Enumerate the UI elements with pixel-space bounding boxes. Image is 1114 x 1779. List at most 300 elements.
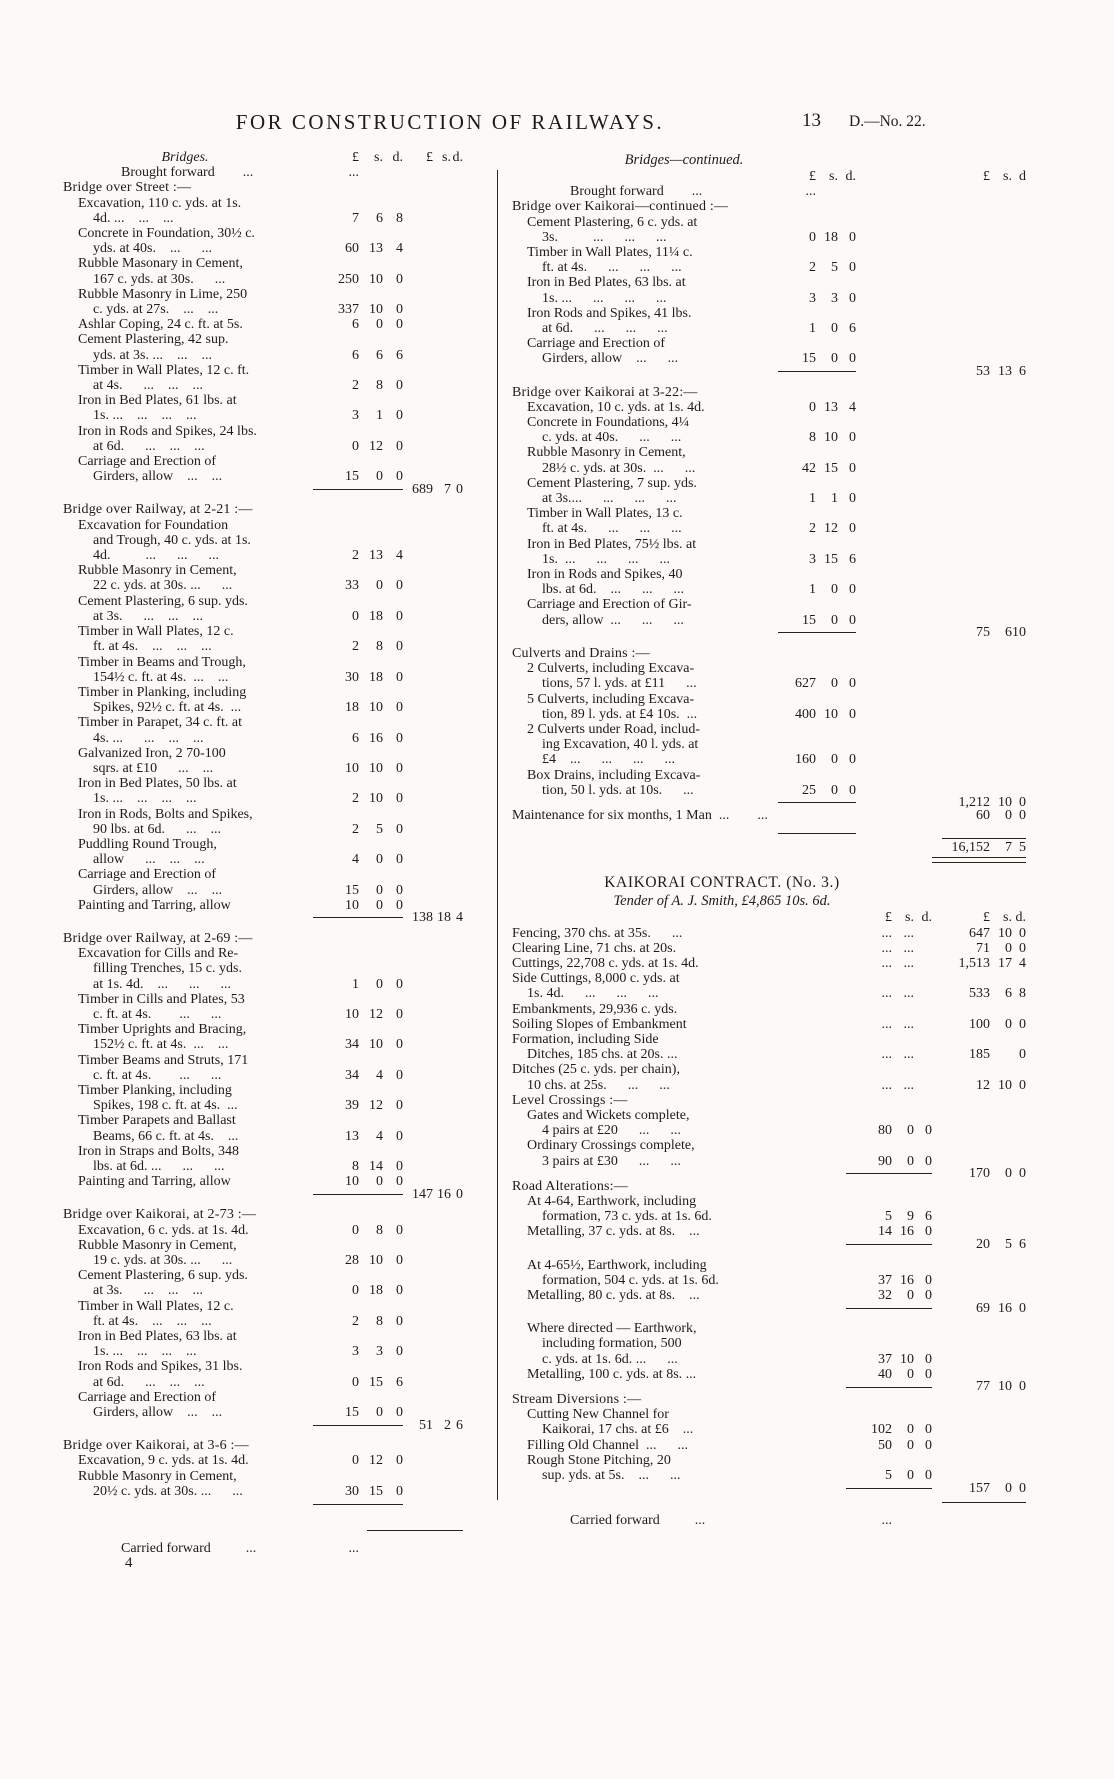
- text-line: 1s. 4d. ... ... ...: [527, 986, 659, 1002]
- amount-group: [313, 883, 403, 898]
- amount-cell: 0: [396, 608, 403, 624]
- amount-cell: 12: [976, 1077, 990, 1093]
- amount-cell: 16: [437, 1186, 451, 1202]
- item-description: [63, 1083, 307, 1113]
- amount-cell: 0: [925, 1366, 932, 1382]
- amount-cell: 0: [849, 229, 856, 245]
- text-line: Formation, including Side: [512, 1031, 659, 1047]
- item-description: [63, 226, 307, 256]
- ledger-row: [512, 956, 1026, 971]
- item-description: [63, 1469, 307, 1499]
- amount-group: [942, 838, 1026, 855]
- text-line: Rubble Masonry in Cement,: [527, 445, 686, 461]
- item-description: [63, 196, 307, 226]
- section-heading: [63, 180, 463, 195]
- amount-cell: 0: [396, 669, 403, 685]
- item-description: [512, 506, 774, 536]
- subtotal-line: [778, 833, 856, 834]
- amount-cell: 51: [419, 1417, 433, 1433]
- amount-cell: 0: [849, 752, 856, 768]
- item-description: [63, 363, 307, 393]
- amount-cell: 0: [907, 1123, 914, 1139]
- amount-cell: 15: [802, 351, 816, 367]
- amount-group: [778, 184, 856, 199]
- amount-cell: 0: [396, 882, 403, 898]
- column-divider: [497, 170, 498, 1500]
- subtotal-line: [313, 1425, 403, 1426]
- amount-cell: 34: [345, 1037, 359, 1053]
- amount-group: [846, 956, 932, 971]
- text-line: 3s. ... ... ...: [542, 229, 667, 245]
- text-line: Bridge over Railway, at 2-21 :—: [63, 502, 253, 518]
- amount-cell: 18: [437, 910, 451, 926]
- item-description: [63, 898, 307, 913]
- amount-cell: 15: [824, 460, 838, 476]
- amount-group: [313, 1253, 403, 1268]
- amount-group: [313, 670, 403, 685]
- ledger-row: [63, 746, 463, 776]
- text-line: Ordinary Crossings complete,: [527, 1138, 695, 1154]
- amount-cell: 4: [376, 1067, 383, 1083]
- amount-cell: 53: [976, 364, 990, 380]
- section-heading: [63, 502, 463, 517]
- text-line: Cement Plastering, 42 sup.: [78, 332, 229, 348]
- amount-cell: 18: [345, 700, 359, 716]
- amount-cell: 0: [396, 639, 403, 655]
- text-line: Timber in Parapet, 34 c. ft. at: [78, 715, 242, 731]
- amount-cell: 0: [1005, 1480, 1012, 1496]
- amount-cell: 0: [849, 782, 856, 798]
- text-line: formation, 73 c. yds. at 1s. 6d.: [542, 1209, 712, 1225]
- text-line: ft. at 4s. ... ... ...: [542, 521, 682, 537]
- text-line: Filling Old Channel ... ...: [527, 1437, 688, 1453]
- item-description: [512, 768, 774, 798]
- amount-cell: 8: [352, 1159, 359, 1174]
- amount-group: [778, 430, 856, 445]
- amount-cell: 0: [831, 351, 838, 367]
- item-description: [512, 971, 790, 1001]
- item-description: [512, 1062, 790, 1092]
- text-line: allow ... ... ...: [93, 852, 205, 868]
- amount-group: [846, 910, 932, 925]
- ledger-row: [63, 1268, 463, 1298]
- amount-cell: 0: [376, 578, 383, 594]
- ledger-row: [63, 655, 463, 685]
- amount-cell: 0: [396, 1313, 403, 1329]
- ledger-row: [63, 317, 463, 332]
- ledger-row: [512, 537, 1026, 567]
- amount-cell: 4: [396, 548, 403, 564]
- ledger-row: [63, 518, 463, 564]
- item-description: [63, 180, 307, 195]
- amount-cell: 16: [369, 730, 383, 746]
- amount-cell: 37: [878, 1351, 892, 1367]
- ledger-row: [63, 776, 463, 806]
- text-line: c. yds. at 40s. ... ...: [542, 430, 682, 446]
- item-description: [63, 1329, 307, 1359]
- amount-cell: 0: [396, 976, 403, 992]
- item-description: [512, 1093, 790, 1108]
- item-description: [63, 424, 307, 454]
- amount-group: [846, 926, 932, 941]
- amount-cell: £: [983, 169, 990, 184]
- amount-cell: 10: [900, 1351, 914, 1367]
- amount-group: [846, 1438, 932, 1453]
- amount-cell: 5: [885, 1468, 892, 1484]
- amount-cell: 0: [1019, 1047, 1026, 1063]
- amount-cell: 627: [795, 676, 816, 692]
- text-line: 4s. ... ... ... ...: [93, 730, 204, 746]
- amount-group: [313, 408, 403, 423]
- text-line: at 4s. ... ... ...: [93, 378, 204, 394]
- item-description: [63, 1299, 307, 1329]
- text-line: Metalling, 100 c. yds. at 8s. ...: [527, 1366, 697, 1382]
- text-line: At 4-65½, Earthwork, including: [527, 1257, 707, 1273]
- section-heading: [512, 199, 1026, 214]
- amount-cell: 0: [907, 1366, 914, 1382]
- subtotal-rule: [512, 364, 1026, 380]
- amount-cell: 0: [396, 730, 403, 746]
- amount-cell: 0: [907, 1468, 914, 1484]
- amount-cell: 18: [369, 608, 383, 624]
- item-description: [512, 385, 774, 400]
- text-line: Spikes, 198 c. ft. at 4s. ...: [93, 1098, 238, 1114]
- amount-cell: 3: [352, 1344, 359, 1360]
- amount-cell: 60: [976, 807, 990, 823]
- text-line: Rough Stone Pitching, 20: [527, 1452, 671, 1468]
- ledger-row: [512, 1258, 1026, 1288]
- amount-cell: 7: [1005, 840, 1012, 856]
- ledger-row: [63, 256, 463, 286]
- amount-group: [313, 1405, 403, 1420]
- item-description: [512, 1513, 790, 1528]
- amount-cell: 42: [802, 460, 816, 476]
- amount-group: [313, 791, 403, 806]
- amount-cell: 10: [369, 1037, 383, 1053]
- amount-cell: 0: [396, 1222, 403, 1238]
- left-column: [63, 150, 463, 1571]
- amount-cell: 0: [396, 1128, 403, 1144]
- amount-cell: 10: [824, 706, 838, 722]
- text-line: filling Trenches, 15 c. yds.: [93, 961, 242, 977]
- ledger-row: [63, 1238, 463, 1268]
- amount-cell: 0: [1019, 807, 1026, 823]
- item-description: [63, 1541, 307, 1556]
- amount-cell: 0: [925, 1272, 932, 1288]
- gap: [63, 1509, 463, 1525]
- amount-cell: 13: [824, 399, 838, 415]
- amount-cell: 0: [831, 676, 838, 692]
- carry-rule: [63, 1525, 463, 1535]
- item-description: [512, 1438, 790, 1453]
- text-line: Timber in Cills and Plates, 53: [78, 991, 245, 1007]
- amount-cell: d.: [392, 150, 403, 165]
- ledger-row: [512, 1002, 1026, 1017]
- text-line: ders, allow ... ... ...: [542, 612, 684, 628]
- item-description: [63, 931, 307, 946]
- item-description: [63, 807, 307, 837]
- text-line: lbs. at 6d. ... ... ...: [93, 1159, 225, 1174]
- amount-group: [846, 1047, 932, 1062]
- amount-group: [313, 272, 403, 287]
- ledger-row: [512, 275, 1026, 305]
- amount-group: [846, 1078, 932, 1093]
- amount-group: [778, 552, 856, 567]
- amount-group: [778, 707, 856, 722]
- amount-cell: 0: [849, 460, 856, 476]
- amount-cell: 30: [345, 669, 359, 685]
- amount-group: [313, 1344, 403, 1359]
- ledger-row: [512, 722, 1026, 768]
- amount-cell: 0: [831, 782, 838, 798]
- amount-cell: 0: [1019, 1077, 1026, 1093]
- text-line: Iron in Bed Plates, 50 lbs. at: [78, 776, 237, 792]
- item-description: [63, 624, 307, 654]
- amount-cell: 0: [376, 1174, 383, 1190]
- amount-cell: 0: [352, 438, 359, 454]
- amount-group: [942, 1078, 1026, 1093]
- amount-cell: 0: [849, 706, 856, 722]
- ledger-row: [63, 287, 463, 317]
- text-line: Bridge over Street :—: [63, 180, 192, 196]
- text-line: 4d. ... ... ...: [93, 548, 219, 564]
- item-description: [63, 1238, 307, 1268]
- amount-cell: 15: [345, 882, 359, 898]
- amount-group: [778, 230, 856, 245]
- ledger-row: [512, 445, 1026, 475]
- text-line: 1s. ... ... ... ...: [542, 551, 670, 567]
- text-line: Girders, allow ... ...: [93, 469, 223, 485]
- amount-cell: d.: [845, 169, 856, 184]
- amount-cell: 6: [1005, 986, 1012, 1002]
- amount-cell: 0: [376, 469, 383, 485]
- ledger-row: [63, 332, 463, 362]
- ledger-row: [63, 1083, 463, 1113]
- text-line: Timber in Beams and Trough,: [78, 654, 246, 670]
- amount-cell: 6: [1019, 364, 1026, 380]
- subtotal-line: [313, 917, 403, 918]
- amount-cell: 0: [376, 897, 383, 913]
- item-description: [512, 1224, 790, 1239]
- amount-group: [403, 1418, 463, 1433]
- text-line: and Trough, 40 c. yds. at 1s.: [93, 532, 251, 548]
- ledger-row: [63, 1053, 463, 1083]
- amount-cell: 0: [396, 1006, 403, 1022]
- text-line: Excavation, 9 c. yds. at 1s. 4d.: [78, 1453, 249, 1469]
- item-description: [512, 1032, 790, 1062]
- subtotal-rule: [63, 481, 463, 497]
- item-description: [63, 715, 307, 745]
- ledger-row: [63, 1390, 463, 1420]
- amount-cell: 90: [878, 1153, 892, 1169]
- amount-cell: 8: [376, 639, 383, 655]
- amount-cell: s.: [374, 150, 383, 165]
- item-description: [512, 941, 790, 956]
- amount-cell: 0: [396, 1159, 403, 1174]
- subtotal-rule: [512, 1300, 1026, 1316]
- amount-cell: ...: [805, 184, 816, 200]
- amount-cell: 2: [352, 821, 359, 837]
- amount-cell: 6: [396, 347, 403, 363]
- item-description: [63, 1438, 307, 1453]
- item-description: [512, 1288, 790, 1303]
- text-line: at 6d. ... ... ...: [93, 438, 205, 454]
- amount-cell: 0: [396, 408, 403, 424]
- ledger-row: [63, 624, 463, 654]
- ledger-row: [63, 1299, 463, 1329]
- amount-cell: 10: [345, 897, 359, 913]
- text-line: 3 pairs at £30 ... ...: [542, 1153, 681, 1169]
- amount-cell: 0: [907, 1153, 914, 1169]
- amount-cell: 13: [345, 1128, 359, 1144]
- text-line: Carriage and Erection of Gir-: [527, 597, 692, 613]
- kaikorai-contract-block: [512, 863, 1026, 1528]
- subtotal-rule: [512, 625, 1026, 641]
- carried-forward-row: [512, 1513, 1026, 1528]
- text-line: Puddling Round Trough,: [78, 836, 217, 852]
- amount-cell: 8: [376, 1313, 383, 1329]
- amount-cell: 2: [444, 1417, 451, 1433]
- amount-cell: 5: [831, 260, 838, 276]
- amount-cell: 0: [396, 1037, 403, 1053]
- amount-group: [313, 469, 403, 484]
- amount-cell: 10: [998, 1077, 1012, 1093]
- amount-cell: 15: [369, 1374, 383, 1390]
- amount-group: [942, 1017, 1026, 1032]
- amount-cell: 8: [809, 430, 816, 446]
- ledger-row: [512, 336, 1026, 366]
- text-line: 154½ c. ft. at 4s. ... ...: [93, 669, 229, 685]
- item-description: [63, 992, 307, 1022]
- amount-group: [313, 1098, 403, 1113]
- text-line: Iron Rods and Spikes, 41 lbs.: [527, 305, 692, 321]
- amount-group: [313, 609, 403, 624]
- text-line: Box Drains, including Excava-: [527, 767, 701, 783]
- amount-cell: 10: [369, 1253, 383, 1269]
- amount-group: [313, 1314, 403, 1329]
- amount-cell: 8: [376, 378, 383, 394]
- amount-cell: ...: [903, 925, 914, 941]
- amount-cell: 75: [976, 625, 990, 641]
- text-line: Rubble Masonry in Cement,: [78, 563, 237, 579]
- item-description: [512, 692, 774, 722]
- amount-cell: 3: [809, 551, 816, 567]
- amount-cell: 6: [376, 210, 383, 226]
- subtotal-rule: [63, 910, 463, 926]
- amount-cell: 0: [396, 1174, 403, 1190]
- text-line: Excavation, 6 c. yds. at 1s. 4d.: [78, 1222, 249, 1238]
- text-line: at 1s. 4d. ... ... ...: [93, 976, 232, 992]
- amount-cell: 12: [369, 438, 383, 454]
- text-line: Excavation for Foundation: [78, 517, 229, 533]
- amount-cell: 4: [1019, 955, 1026, 971]
- item-description: [512, 1179, 790, 1194]
- amount-cell: £: [352, 150, 359, 165]
- item-description: [512, 661, 774, 691]
- amount-cell: 2: [352, 548, 359, 564]
- title: Bridges—continued.: [624, 152, 744, 168]
- amount-cell: 0: [1005, 1016, 1012, 1032]
- amount-group: [403, 910, 463, 925]
- amount-cell: 80: [878, 1123, 892, 1139]
- amount-group: [778, 291, 856, 306]
- text-line: 2 Culverts under Road, includ-: [527, 721, 701, 737]
- carry-rule: [512, 1497, 1026, 1507]
- text-line: Iron in Bed Plates, 61 lbs. at: [78, 393, 237, 409]
- subtotal-line: [313, 489, 403, 490]
- item-description: [512, 1138, 790, 1168]
- amount-cell: 3: [809, 290, 816, 306]
- text-line: Gates and Wickets complete,: [527, 1107, 690, 1123]
- item-description: [63, 655, 307, 685]
- text-line: Cement Plastering, 6 c. yds. at: [527, 214, 698, 230]
- ledger-row: [512, 215, 1026, 245]
- text-line: Timber in Wall Plates, 12 c.: [78, 624, 234, 640]
- amount-cell: ...: [881, 1077, 892, 1093]
- amount-cell: 13: [998, 364, 1012, 380]
- amount-cell: 4: [849, 399, 856, 415]
- amount-cell: 6: [352, 317, 359, 333]
- ledger-row: [512, 768, 1026, 798]
- text-line: Timber Planking, including: [78, 1082, 232, 1098]
- ledger-row: [63, 563, 463, 593]
- text-line: Painting and Tarring, allow: [78, 897, 231, 913]
- item-description: [512, 184, 774, 199]
- text-line: Iron in Rods and Spikes, 40: [527, 567, 683, 583]
- subtotal-line: [846, 1244, 932, 1245]
- text-line: Metalling, 80 c. yds. at 8s. ...: [527, 1288, 700, 1303]
- amount-cell: ...: [903, 986, 914, 1002]
- amount-cell: 0: [1005, 807, 1012, 823]
- amount-cell: 77: [976, 1379, 990, 1395]
- amount-cell: 20: [976, 1237, 990, 1252]
- title: Tender of A. J. Smith, £4,865 10s. 6d.: [613, 893, 831, 910]
- amount-group: [846, 1123, 932, 1138]
- amount-cell: ...: [903, 1047, 914, 1063]
- amount-cell: 0: [849, 521, 856, 537]
- amount-group: [313, 700, 403, 715]
- ledger-row: [63, 226, 463, 256]
- amount-cell: 0: [849, 430, 856, 446]
- ledger-row: [63, 1144, 463, 1174]
- amount-cell: 34: [345, 1067, 359, 1083]
- ledger-row: [512, 971, 1026, 1001]
- amount-group: [778, 321, 856, 336]
- text-line: Bridge over Kaikorai, at 2-73 :—: [63, 1207, 257, 1223]
- amount-group: [942, 1481, 1026, 1496]
- amount-cell: ...: [881, 925, 892, 941]
- amount-cell: 138: [412, 910, 433, 926]
- text-line: Bridge over Railway, at 2-69 :—: [63, 930, 253, 946]
- text-line: Iron in Bed Plates, 63 lbs. at: [78, 1329, 237, 1345]
- subtotal-line: [846, 1173, 932, 1174]
- text-line: 28½ c. yds. at 30s. ... ...: [542, 460, 696, 476]
- amount-cell: 16,152: [951, 840, 990, 856]
- ledger-row: [512, 245, 1026, 275]
- section-heading: [512, 385, 1026, 400]
- amount-cell: 0: [396, 1283, 403, 1299]
- item-description: [512, 1392, 790, 1407]
- amount-cell: 8: [396, 210, 403, 226]
- right-column: [512, 150, 1026, 1528]
- item-description: [512, 1002, 790, 1017]
- amount-cell: ...: [881, 955, 892, 971]
- brought-forward-row: [63, 165, 463, 180]
- text-line: Road Alterations:—: [512, 1178, 628, 1194]
- amount-cell: 0: [925, 1224, 932, 1240]
- amount-group: [313, 977, 403, 992]
- amount-cell: 13: [369, 241, 383, 257]
